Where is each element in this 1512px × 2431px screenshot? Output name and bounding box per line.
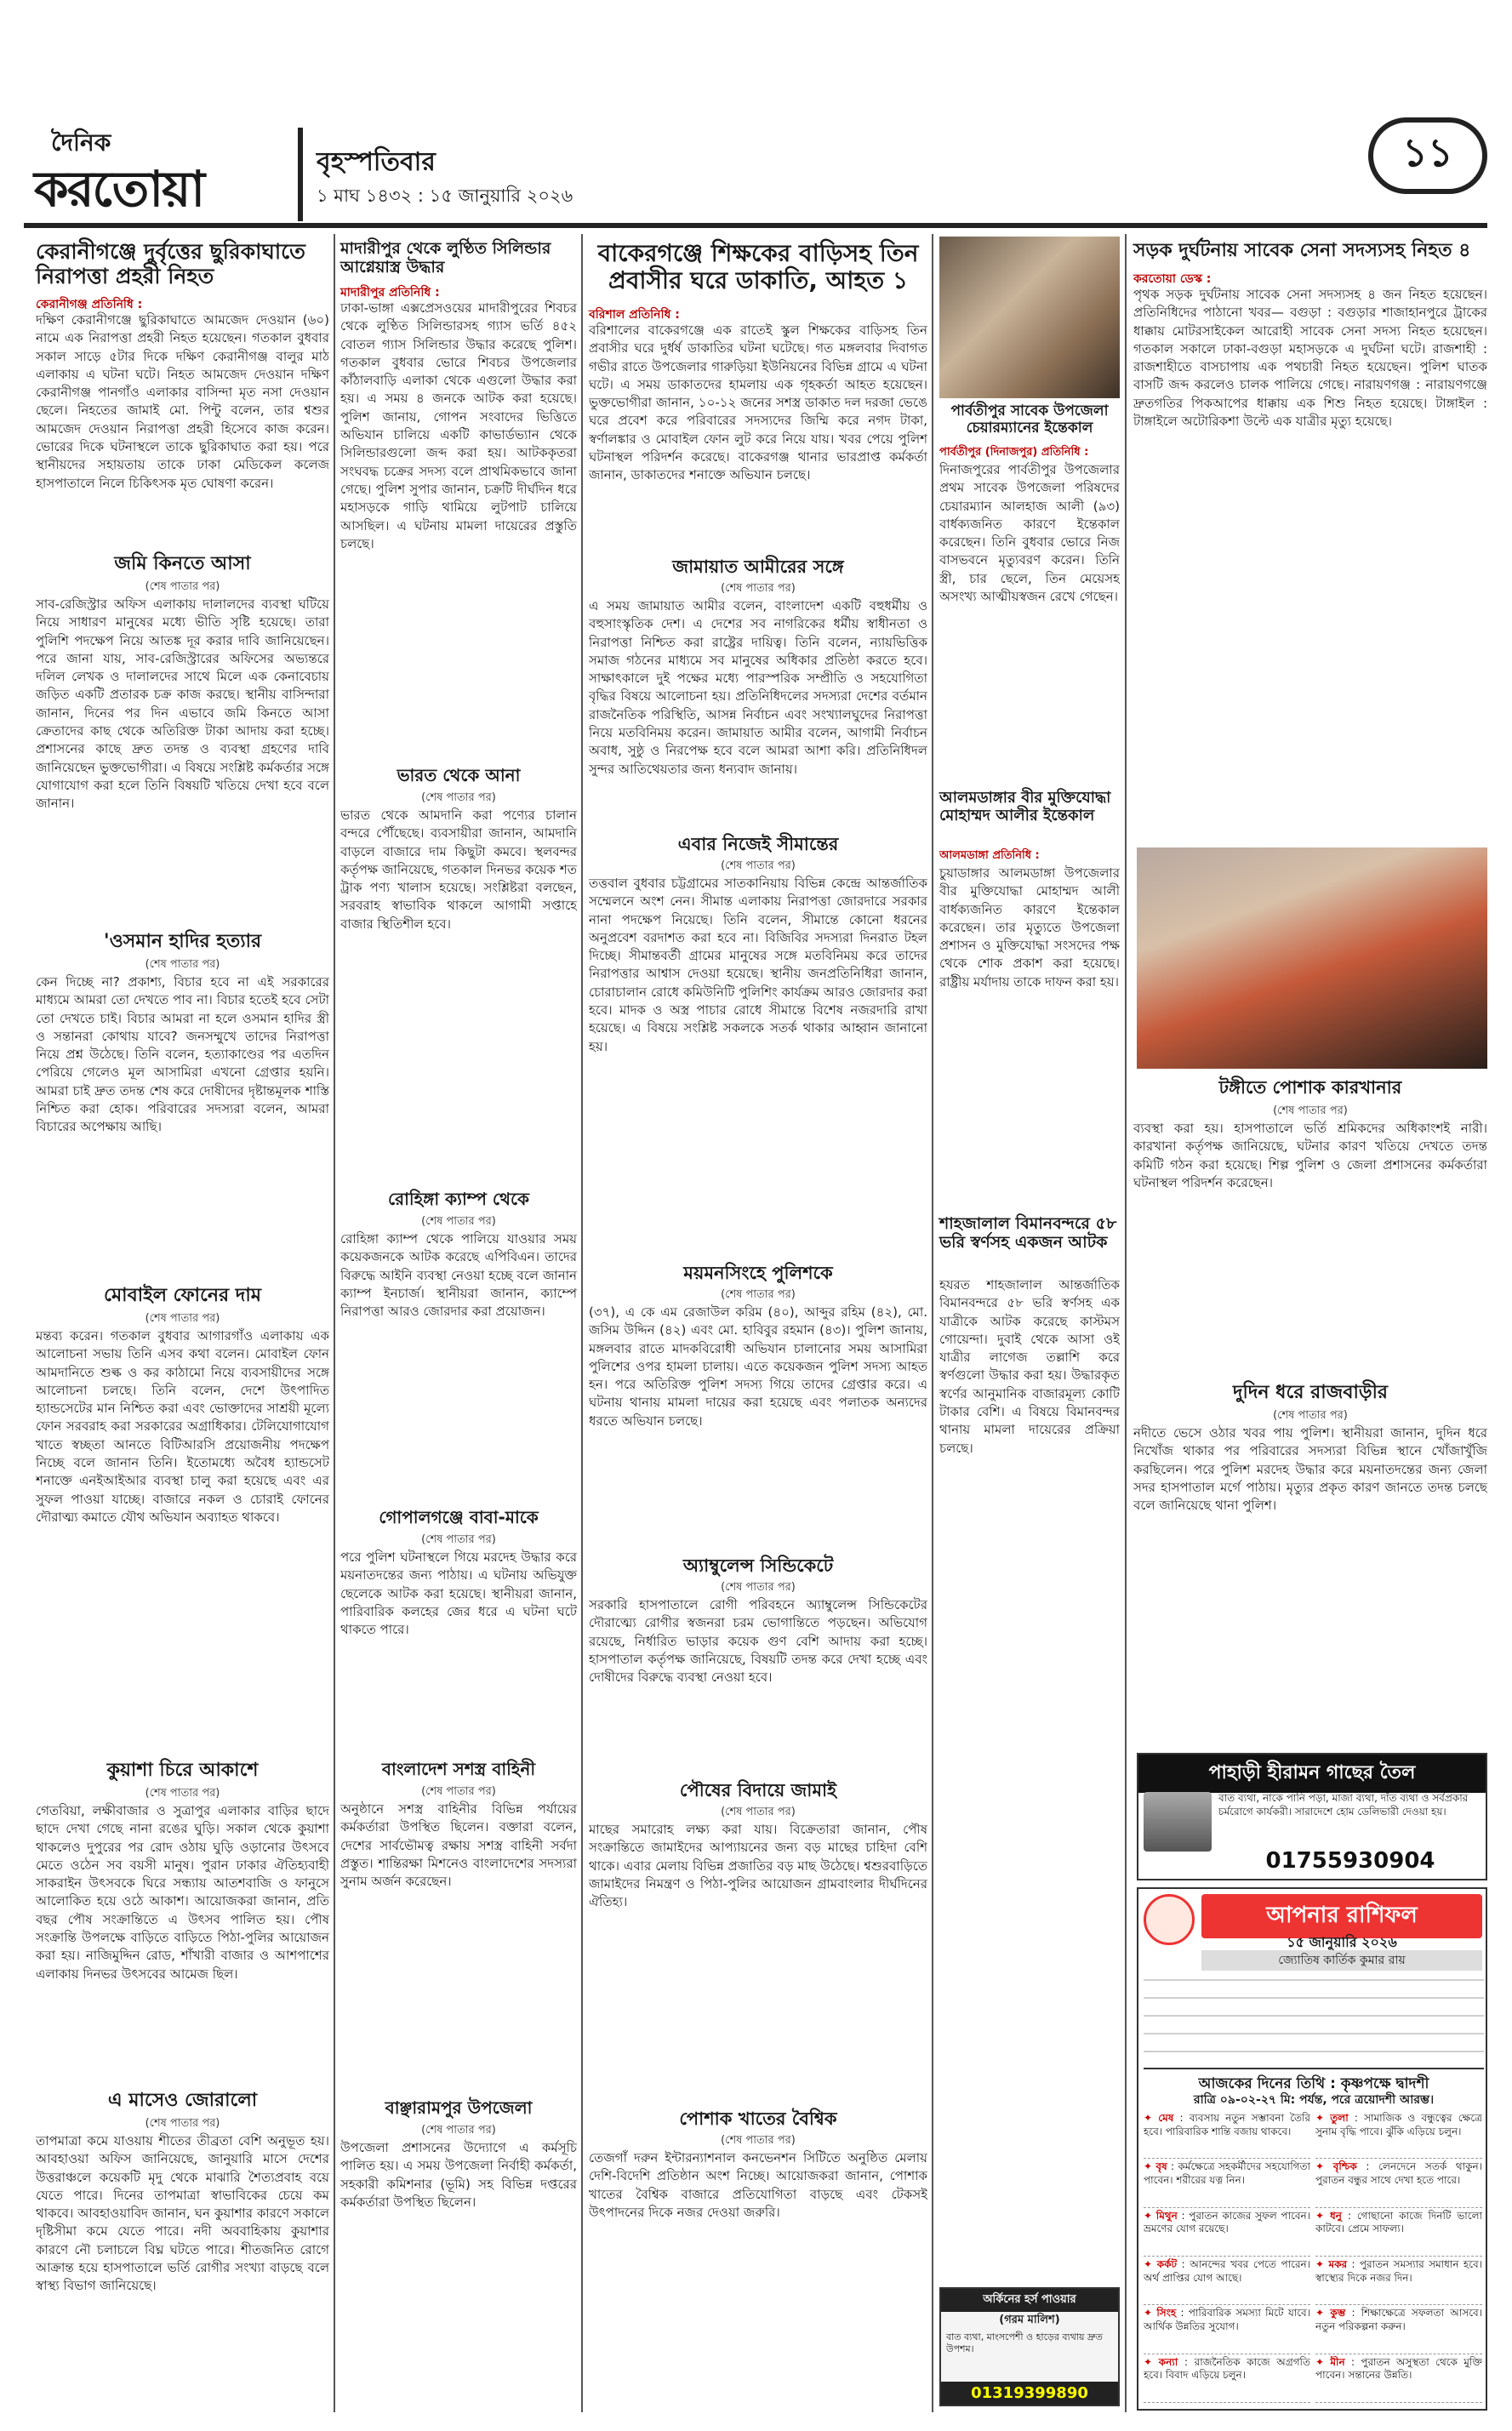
rashifal-sign-text: আনন্দের খবর পেতে পারেন। অর্থ প্রাপ্তির যোগ আছে। — [1144, 2258, 1310, 2284]
simante-body: তত্তবাল বুধবার চট্টগ্রামের সাতকানিয়ায় বিভিন্ন কেন্দ্রে আন্তর্জাতিক সম্মেলনে অংশ নেন। সীমান্ত এলাকায় নিরাপত্তা জোরদারে সরকার নানা পদক্ষেপ নিয়েছে। তিনি বলেন, সীমান্তে কোনো ধরনের অনুপ্রবেশ বরদাশত করা হবে না। বিজিবির সদস্যরা দিনরাত টহল দিচ্ছে। সীমান্তবর্তী গ্রামের মানুষের সঙ্গে মতবিনিময় করে তাদের নিরাপত্তার আশ্বাস দেওয়া হয়েছে। স্থানীয় জনপ্রতিনিধিরা জানান, চোরাচালান রোধে কমিউনিটি পুলিশিং কার্যক্রম আরও জোরদার করা হবে। মাদক ও অস্ত্র পাচার রোধে সীমান্তে বিশেষ নজরদারি রাখা হয়েছে। এ বিষয়ে সংশ্লিষ্ট সকলকে সতর্ক থাকার আহ্বান জানানো হয়। — [589, 876, 927, 1054]
page-number-badge: ১১ — [1368, 117, 1487, 194]
brand-small: দৈনিক — [51, 128, 111, 157]
ambulance-body: সরকারি হাসপাতালে রোগী পরিবহনে অ্যাম্বুলেন্স সিন্ডিকেটের দৌরাত্ম্যে রোগীর স্বজনরা চরম ভোগান্তিতে পড়ছেন। অভিযোগ রয়েছে, নির্ধারিত ভাড়ার কয়েক গুণ বেশি আদায় করা হচ্ছে। হাসপাতাল কর্তৃপক্ষ জানিয়েছে, বিষয়টি তদন্ত করে দেখা হচ্ছে এবং দোষীদের বিরুদ্ধে ব্যবস্থা নেওয়া হবে। — [589, 1597, 927, 1686]
rashifal-sign-text: পুরাতন সমস্যার সমাধান হবে। স্বাস্থ্যের দিকে নজর দিন। — [1315, 2258, 1482, 2284]
mymensingh-continued: (শেষ পাতার পর) — [721, 1288, 796, 1301]
poush-continued: (শেষ পাতার পর) — [721, 1806, 796, 1818]
pahari-ad-title: পাহাড়ী হীরামন গাছের তৈল — [1138, 1755, 1486, 1793]
rashifal-author: জ্যোতিষ কার্তিক কুমার রায় — [1201, 1950, 1482, 1971]
rashifal-sign-item — [1144, 2258, 1310, 2305]
mobile-body: মন্তব্য করেন। গতকাল বুধবার আগারগাঁও এলাকায় এক আলোচনা সভায় তিনি এসব কথা বলেন। মোবাইল ফোন আমদানিতে শুল্ক ও কর কাঠামো নিয়ে ব্যবসায়ীদের সঙ্গে আলোচনা চলছে। তিনি বলেন, দেশে উৎপাদিত হ্যান্ডসেটের মান নিশ্চিত করা এবং ভোক্তাদের সাশ্রয়ী মূল্যে ফোন সরবরাহ করা সরকারের অগ্রাধিকার। টেলিযোগাযোগ খাতে স্বচ্ছতা আনতে বিটিআরসি প্রয়োজনীয় পদক্ষেপ নিচ্ছে বলে জানান তিনি। ইতোমধ্যে অবৈধ হ্যান্ডসেট শনাক্তে এনইআইআর ব্যবস্থা চালু করা হয়েছে এবং এর সুফল পাওয়া যাচ্ছে। বাজারে নকল ও চোরাই ফোনের দৌরাত্ম্য কমাতে যৌথ অভিযান অব্যাহত থাকবে। — [36, 1328, 329, 1525]
rashifal-sign-separator: : — [1344, 2355, 1361, 2368]
poush-body: মাছের সমারোহ লক্ষ্য করা যায়। বিক্রেতারা জানান, পৌষ সংক্রান্তিতে জামাইদের আপ্যায়নের জন্য বড় মাছের চাহিদা বেশি থাকে। এবার মেলায় বিভিন্ন প্রজাতির বড় মাছ উঠেছে। শ্বশুরবাড়িতে জামাইদের নিমন্ত্রণ ও পিঠা-পুলির আয়োজন গ্রামবাংলার দীর্ঘদিনের ঐতিহ্য। — [589, 1822, 927, 1910]
zodiac-sign-icon: ✦ — [1315, 2209, 1330, 2222]
rashifal-sign-item — [1144, 2307, 1310, 2354]
bahini-headline: বাংলাদেশ সশস্ত্র বাহিনী — [381, 1759, 536, 1779]
jomi-headline: জমি কিনতে আসা — [114, 553, 251, 574]
rashifal-sign-item — [1315, 2307, 1482, 2354]
zodiac-sign-icon: ✦ — [1144, 2209, 1156, 2222]
road-accident-byline: করতোয়া ডেস্ক : — [1133, 272, 1212, 286]
rashifal-box — [1137, 1887, 1487, 2411]
rashifal-sign-separator: : — [1177, 2209, 1190, 2222]
rashifal-sign-item — [1144, 2160, 1310, 2207]
tithi-title: আজকের দিনের তিথি : কৃষ্ণপক্ষে দ্বাদশী — [1144, 2068, 1484, 2097]
rashifal-sign-text: পারিবারিক সমস্যা মিটে যাবে। আর্থিক উন্নতির সুযোগ। — [1144, 2307, 1310, 2332]
column-rule — [932, 234, 933, 2412]
tongi-continued: (শেষ পাতার পর) — [1273, 1104, 1348, 1117]
ambulance-continued: (শেষ পাতার পর) — [721, 1581, 796, 1594]
dudhi-continued: (শেষ পাতার পর) — [1273, 1409, 1348, 1422]
kuasha-body: গেতবিয়া, লক্ষীবাজার ও সুত্রাপুর এলাকার বাড়ির ছাদে ছাদে দেখা গেছে নানা রঙের ঘুড়ি। সকাল থেকে কুয়াশা থাকলেও দুপুরের পর রোদ ওঠায় ঘুড়ি ওড়ানোর উৎসবে মেতে ওঠেন সব বয়সী মানুষ। পুরান ঢাকার ঐতিহ্যবাহী সাকরাইন উৎসবকে ঘিরে সন্ধ্যায় আতশবাজি ও ফানুসে আলোকিত হয়ে ওঠে আকাশ। আয়োজকরা জানান, প্রতি বছর পৌষ সংক্রান্তিতে এ উৎসব পালিত হয়। পৌষ সংক্রান্তি উপলক্ষে বাড়িতে বাড়িতে পিঠা-পুলির আয়োজন করা হয়। নাজিমুদ্দিন রোড, শাঁখারী বাজার ও আশপাশের এলাকায় দিনভর উৎসবের আমেজ ছিল। — [36, 1803, 329, 1982]
rashifal-sign-text: লেনদেনে সতর্ক থাকুন। পুরাতন বন্ধুর সাথে দেখা হতে পারে। — [1315, 2160, 1482, 2186]
poush-headline: পৌষের বিদায়ে জামাই — [679, 1780, 837, 1800]
rashifal-sign-separator: : — [1178, 2355, 1195, 2368]
rashifal-sign-name: কুম্ভ — [1330, 2307, 1346, 2320]
rashifal-sign-item — [1144, 2112, 1310, 2159]
zodiac-sign-icon: ✦ — [1144, 2160, 1156, 2173]
rashifal-sign-separator: : — [1341, 2209, 1357, 2222]
gopalganj-body: পরে পুলিশ ঘটনাস্থলে গিয়ে মরদেহ উদ্ধার করে ময়নাতদন্তের জন্য পাঠায়। এ ঘটনায় অভিযুক্ত ছেলেকে আটক করা হয়েছে। স্থানীয়রা জানান, পারিবারিক কলহের জের ধরে এ ঘটনা ঘটে থাকতে পারে। — [340, 1549, 577, 1638]
kamrul-body: দিনাজপুরের পার্বতীপুর উপজেলার প্রথম সাবেক উপজেলা পরিষদের চেয়ারম্যান আলহাজ আলী (৯৩) বার্ধক্যজনিত কারণে ইন্তেকাল করেছেন। তিনি বুধবার ভোরে নিজ বাসভবনে মৃত্যুবরণ করেন। তিনি স্ত্রী, চার ছেলে, তিন মেয়েসহ অসংখ্য আত্মীয়স্বজন রেখে গেছেন। — [939, 462, 1120, 605]
alamdanga-byline: আলমডাঙ্গা প্রতিনিধি : — [939, 849, 1040, 862]
tongi-caption: টঙ্গীতে পোশাক কারখানার — [1218, 1077, 1402, 1098]
rashifal-sign-separator: : — [1173, 2112, 1190, 2124]
rashifal-sign-item — [1315, 2258, 1482, 2305]
bahini-body: অনুষ্ঠানে সশস্ত্র বাহিনীর বিভিন্ন পর্যায়ের কর্মকর্তারা উপস্থিত ছিলেন। বক্তারা বলেন, দেশের সার্বভৌমত্ব রক্ষায় সশস্ত্র বাহিনী সর্বদা প্রস্তুত। শান্তিরক্ষা মিশনেও বাংলাদেশের সদস্যরা সুনাম অর্জন করেছেন। — [340, 1801, 577, 1890]
madaripur-body: ঢাকা-ভাঙ্গা এক্সপ্রেসওয়ের মাদারীপুরের শিবচর থেকে লুণ্ঠিত সিলিন্ডারসহ গ্যাস ভর্তি ৪৫২ বোতল গ্যাস সিলিন্ডার উদ্ধার করেছে পুলিশ। গতকাল বুধবার ভোরে শিবচর উপজেলার কাঁঠালবাড়ি এলাকা থেকে এগুলো উদ্ধার করা হয়। এ সময় ৪ জনকে আটক করা হয়েছে। পুলিশ জানায়, গোপন সংবাদের ভিত্তিতে অভিযান চালিয়ে একটি কাভার্ডভ্যান থেকে সিলিন্ডারগুলো জব্দ করা হয়। আটককৃতরা সংঘবদ্ধ চক্রের সদস্য বলে প্রাথমিকভাবে জানা গেছে। পুলিশ সুপার জানান, চক্রটি দীর্ঘদিন ধরে মহাসড়কে গাড়ি থামিয়ে লুটপাট চালিয়ে আসছিল। এ ঘটনায় মামলা দায়েরের প্রস্তুতি চলছে। — [340, 300, 577, 551]
jamayat-continued: (শেষ পাতার পর) — [721, 582, 796, 595]
kuasha-continued: (শেষ পাতার পর) — [145, 1787, 220, 1800]
rashifal-sign-separator: : — [1347, 2258, 1360, 2270]
rashifal-sign-text: পুরাতন কাজের সুফল পাবেন। ভ্রমণের যোগ রয়েছে। — [1144, 2209, 1310, 2235]
rashifal-sign-separator: : — [1167, 2160, 1178, 2173]
madaripur-byline: মাদারীপুর প্রতিনিধি : — [340, 286, 440, 300]
rashifal-sign-name: মকর — [1328, 2258, 1348, 2270]
rashifal-sign-text: শিক্ষাক্ষেত্রে সফলতা আসবে। নতুন পরিকল্পনা করুন। — [1315, 2307, 1482, 2332]
zodiac-sign-icon: ✦ — [1315, 2160, 1333, 2173]
rashifal-sign-name: বৃষ — [1155, 2160, 1167, 2173]
bancharampur-body: উপজেলা প্রশাসনের উদ্যোগে এ কর্মসূচি পালিত হয়। এ সময় উপজেলা নির্বাহী কর্মকর্তা, সহকারী কমিশনার (ভূমি) সহ বিভিন্ন দপ্তরের কর্মকর্তারা উপস্থিত ছিলেন। — [340, 2140, 577, 2210]
rashifal-sign-separator: : — [1176, 2307, 1189, 2320]
obituary-photo — [939, 237, 1120, 398]
jorala-body: তাপমাত্রা কমে যাওয়ায় শীতের তীব্রতা বেশি অনুভূত হয়। আবহাওয়া অফিস জানিয়েছে, জানুয়ারি মাসে দেশের উত্তরাঞ্চলে কয়েকটি মৃদু থেকে মাঝারি শৈত্যপ্রবাহ বয়ে যেতে পারে। দিনের তাপমাত্রা স্বাভাবিকের চেয়ে কম থাকবে। আবহাওয়াবিদ জানান, ঘন কুয়াশার কারণে সকালে দৃষ্টিসীমা কমে যেতে পারে। নদী অববাহিকায় কুয়াশার কারণে নৌ চলাচলে বিঘ্ন ঘটতে পারে। শীতজনিত রোগে আক্রান্ত হয়ে হাসপাতালে ভর্তি রোগীর সংখ্যা বাড়ছে বলে স্বাস্থ্য বিভাগ জানিয়েছে। — [36, 2133, 329, 2294]
bharat-continued: (শেষ পাতার পর) — [421, 791, 496, 804]
tongi-body: ব্যবস্থা করা হয়। হাসপাতালে ভর্তি শ্রমিকদের অধিকাংশই নারী। কারখানা কর্তৃপক্ষ জানিয়েছে, ঘটনার কারণ খতিয়ে দেখতে তদন্ত কমিটি গঠন করা হয়েছে। শিল্প পুলিশ ও জেলা প্রশাসনের কর্মকর্তারা ঘটনাস্থল পরিদর্শন করেছেন। — [1133, 1121, 1487, 1190]
dudhi-headline: দুদিন ধরে রাজবাড়ীর — [1232, 1382, 1389, 1403]
zodiac-sign-icon: ✦ — [1315, 2307, 1331, 2320]
bakerganj-headline: বাকেরগঞ্জে শিক্ষকের বাড়িসহ তিন প্রবাসীর ঘরে ডাকাতি, আহত ১ — [597, 239, 919, 295]
rashifal-sign-separator: : — [1348, 2112, 1365, 2124]
mobile-continued: (শেষ পাতার পর) — [145, 1312, 220, 1325]
rashifal-sign-item — [1315, 2112, 1482, 2159]
jomi-body: সাব-রেজিস্ট্রার অফিস এলাকায় দালালদের ব্যবস্থা ঘটিয়ে নিয়ে সাধারণ মানুষের মধ্যে ভীতি সৃষ্টি হয়েছে। তারা পুলিশি পদক্ষেপ নিয়ে আতঙ্ক দূর করার দাবি জানিয়েছেন। পরে জানা যায়, সাব-রেজিস্ট্রারের অফিসের অভ্যন্তরে দলিল লেখক ও দালালদের সাথে মিলে এক কেনাবেচায় জড়িত একটি প্রতারক চক্র কাজ করছে। স্থানীয় বাসিন্দারা জানান, দিনের পর দিন এভাবে জমি কিনতে আসা ক্রেতাদের কাছ থেকে অতিরিক্ত টাকা আদায় করা হচ্ছে। প্রশাসনের কাছে দ্রুত তদন্ত ও ব্যবস্থা গ্রহণের দাবি জানিয়েছেন ভুক্তভোগীরা। এ বিষয়ে সংশ্লিষ্ট কর্মকর্তার সঙ্গে যোগাযোগ করা হলে তিনি বিষয়টি খতিয়ে দেখা হবে বলে জানান। — [36, 596, 329, 812]
poshak-khat-body: তেজগাঁ দরুন ইন্টারন্যাশনাল কনভেনশন সিটিতে অনুষ্ঠিত মেলায় দেশি-বিদেশি প্রতিষ্ঠান অংশ নিচ্ছে। আয়োজকরা জানান, পোশাক খাতের বৈশ্বিক বাজারে প্রতিযোগিতা বাড়ছে এবং টেকসই উৎপাদনের দিকে নজর দেওয়া জরুরি। — [589, 2150, 927, 2220]
rashifal-sign-item — [1315, 2356, 1482, 2403]
zodiac-sign-icon: ✦ — [1315, 2258, 1329, 2270]
zodiac-wheel-icon — [1144, 1894, 1195, 1945]
bakerganj-byline: বরিশাল প্রতিনিধি : — [589, 308, 680, 322]
rashifal-sign-name: মেষ — [1158, 2112, 1174, 2124]
rashifal-sign-name: কন্যা — [1158, 2355, 1178, 2368]
arkin-ad[interactable] — [939, 2287, 1120, 2406]
kamrul-byline: পার্বতীপুর (দিনাজপুর) প্রতিনিধি : — [939, 446, 1089, 459]
bharat-body: ভারত থেকে আমদানি করা পণ্যের চালান বন্দরে পৌঁছেছে। ব্যবসায়ীরা জানান, আমদানি বাড়লে বাজারে দাম কিছুটা কমবে। স্থলবন্দর কর্তৃপক্ষ জানিয়েছে, গতকাল দিনভর কয়েক শত ট্রাক পণ্য খালাস হয়েছে। সংশ্লিষ্টরা বলছেন, সরবরাহ স্বাভাবিক থাকলে আগামী সপ্তাহে বাজার স্থিতিশীল হবে। — [340, 807, 577, 932]
factory-photo — [1137, 847, 1487, 1069]
madaripur-headline: মাদারীপুর থেকে লুণ্ঠিত সিলিন্ডার আগ্নেয়াস্ত্র উদ্ধার — [340, 239, 551, 277]
arkin-ad-phone: 01319399890 — [941, 2382, 1118, 2405]
rashifal-graha-table — [1144, 1974, 1484, 2063]
kuasha-headline: কুয়াশা চিরে আকাশে — [106, 1760, 259, 1781]
column-rule — [581, 234, 583, 2412]
tithi-sub: রাত্রি ০৯-০২-২৭ মি: পর্যন্ত, পরে ত্রয়োদশী আরম্ভ। — [1193, 2093, 1435, 2107]
poshak-khat-continued: (শেষ পাতার পর) — [721, 2134, 796, 2147]
column-rule — [1125, 234, 1127, 2412]
rohingya-headline: রোহিঙ্গা ক্যাম্প থেকে — [388, 1189, 529, 1209]
bahini-continued: (শেষ পাতার পর) — [421, 1785, 496, 1798]
rashifal-date: ১৫ জানুয়ারি ২০২৬ — [1287, 1934, 1397, 1950]
bancharampur-headline: বাঞ্ছারামপুর উপজেলা — [385, 2097, 533, 2118]
rashifal-sign-text: রাজনৈতিক কাজে অগ্রগতি হবে। বিবাদ এড়িয়ে চলুন। — [1144, 2355, 1310, 2382]
rashifal-sign-item — [1315, 2160, 1482, 2207]
rashifal-sign-separator: : — [1177, 2258, 1190, 2270]
zodiac-sign-icon: ✦ — [1144, 2112, 1159, 2124]
simante-continued: (শেষ পাতার পর) — [721, 859, 796, 872]
keraniganj-body: দক্ষিণ কেরানীগঞ্জে ছুরিকাঘাতে আমজেদ দেওয়ান (৬০) নামে এক নিরাপত্তা প্রহরী নিহত হয়েছেন। গতকাল বুধবার সকাল সাড়ে ৫টার দিকে দক্ষিণ কেরানীগঞ্জ বালুর মাঠ এলাকায় এ ঘটনা ঘটে। নিহত আমজেদ দেওয়ান দক্ষিণ কেরানীগঞ্জ পানগাঁও এলাকার বাসিন্দা মৃত নসা দেওয়ান ছেলে। নিহতের জামাই মো. পিন্টু বলেন, তার শ্বশুর আমজেদ দেওয়ান নিরাপত্তা প্রহরী হিসেবে কাজ করেন। ভোরের দিকে ঘটনাস্থলে তাকে ছুরিকাঘাত করা হয়। পরে স্থানীয়দের সহায়তায় তাকে ঢাকা মেডিকেল কলেজ হাসপাতালে নিলে চিকিৎসক মৃত ঘোষণা করেন। — [36, 312, 329, 491]
zodiac-sign-icon: ✦ — [1144, 2258, 1157, 2270]
rashifal-sign-item — [1144, 2210, 1310, 2257]
jamayat-body: এ সময় জামায়াত আমীর বলেন, বাংলাদেশ একটি বহুধর্মীয় ও বহুসাংস্কৃতিক দেশ। এ দেশের সব নাগরিকের ধর্মীয় স্বাধীনতা ও নিরাপত্তা নিশ্চিত করা রাষ্ট্রের দায়িত্ব। তিনি বলেন, ন্যায়ভিত্তিক সমাজ গঠনের মাধ্যমে সব মানুষের অধিকার প্রতিষ্ঠা করতে হবে। সাক্ষাৎকালে দুই পক্ষের মধ্যে পারস্পরিক সম্প্রীতি ও সহযোগিতা বৃদ্ধির বিষয়ে আলোচনা হয়। প্রতিনিধিদলের সদস্যরা দেশের বর্তমান রাজনৈতিক পরিস্থিতি, আসন্ন নির্বাচন এবং সংখ্যালঘুদের নিরাপত্তা নিয়ে মতবিনিময় করেন। জামায়াত আমীর বলেন, আগামী নির্বাচন অবাধ, সুষ্ঠু ও নিরপেক্ষ হবে বলে আমরা আশা করি। প্রতিনিধিদল সুন্দর আতিথেয়তার জন্য ধন্যবাদ জানায়। — [589, 598, 927, 777]
rashifal-sign-text: কর্মক্ষেত্রে সহকর্মীদের সহযোগিতা পাবেন। শরীরের যত্ন নিন। — [1144, 2160, 1310, 2186]
mobile-headline: মোবাইল ফোনের দাম — [104, 1285, 261, 1306]
rashifal-title: আপনার রাশিফল — [1201, 1894, 1482, 1938]
ambulance-headline: অ্যাম্বুলেন্স সিন্ডিকেটে — [682, 1555, 834, 1576]
gopalganj-continued: (শেষ পাতার পর) — [421, 1533, 496, 1546]
zodiac-sign-icon: ✦ — [1144, 2307, 1157, 2320]
rashifal-sign-text: ব্যবসায় নতুন সম্ভাবনা তৈরি হবে। পারিবারিক শান্তি বজায় থাকবে। — [1144, 2112, 1310, 2137]
shahjalal-body: হযরত শাহজালাল আন্তর্জাতিক বিমানবন্দরে ৫৮ ভরি স্বর্ণসহ এক যাত্রীকে আটক করেছে কাস্টমস গোয়েন্দা। দুবাই থেকে আসা ওই যাত্রীর লাগেজ তল্লাশি করে স্বর্ণগুলো উদ্ধার করা হয়। উদ্ধারকৃত স্বর্ণের আনুমানিক বাজারমূল্য কোটি টাকার বেশি। এ বিষয়ে বিমানবন্দর থানায় মামলা দায়েরের প্রক্রিয়া চলছে। — [939, 1277, 1120, 1456]
weekday: বৃহস্পতিবার — [317, 147, 436, 177]
header-rule — [24, 223, 1487, 228]
dateline: ১ মাঘ ১৪৩২ : ১৫ জানুয়ারি ২০২৬ — [317, 185, 573, 206]
rashifal-sign-name: বৃশ্চিক — [1332, 2160, 1357, 2173]
brand-logo: করতোয়া — [34, 160, 204, 218]
jamayat-headline: জামায়াত আমীরের সঙ্গে — [672, 556, 844, 577]
rohingya-body: রোহিঙ্গা ক্যাম্প থেকে পালিয়ে যাওয়ার সময় কয়েকজনকে আটক করেছে এপিবিএন। তাদের বিরুদ্ধে আইনি ব্যবস্থা নেওয়া হচ্ছে বলে জানান ক্যাম্প ইনচার্জ। স্থানীয়রা জানান, ক্যাম্পে নিরাপত্তা আরও জোরদার করা প্রয়োজন। — [340, 1231, 577, 1320]
poshak-khat-headline: পোশাক খাতের বৈশ্বিক — [679, 2109, 837, 2129]
column-rule — [334, 234, 335, 2412]
osman-headline: 'ওসমান হাদির হত্যার — [103, 931, 262, 952]
arkin-ad-title: অর্কিনের হর্স পাওয়ার — [941, 2289, 1118, 2312]
bharat-headline: ভারত থেকে আনা — [397, 765, 521, 785]
bancharampur-continued: (শেষ পাতার পর) — [421, 2124, 496, 2137]
road-accident-body: পৃথক সড়ক দুর্ঘটনায় সাবেক সেনা সদস্যসহ ৪ জন নিহত হয়েছেন। প্রতিনিধিদের পাঠানো খবর— বগুড়া : বগুড়ার শাজাহানপুরে ট্রাকের ধাক্কায় মোটরসাইকেল আরোহী সাবেক সেনা সদস্য নিহত হয়েছেন। গতকাল সকালে ঢাকা-বগুড়া মহাসড়কে এ দুর্ঘটনা ঘটে। রাজশাহী : রাজশাহীতে বাসচাপায় এক পথচারী নিহত হয়েছেন। পুলিশ ঘাতক বাসটি জব্দ করলেও চালক পালিয়ে গেছে। নারায়ণগঞ্জ : নারায়ণগঞ্জে দ্রুতগতির পিকআপের ধাক্কায় এক শিশু নিহত হয়েছে। টাঙ্গাইল : টাঙ্গাইলে অটোরিকশা উল্টে এক যাত্রীর মৃত্যু হয়েছে। — [1133, 287, 1487, 430]
keraniganj-byline: কেরানীগঞ্জ প্রতিনিধি : — [36, 298, 143, 311]
rashifal-sign-name: মিথুন — [1155, 2209, 1178, 2222]
dudhi-body: নদীতে ভেসে ওঠার খবর পায় পুলিশ। স্থানীয়রা জানান, দুদিন ধরে নিখোঁজ থাকার পর পরিবারের সদস্যরা বিভিন্ন স্থানে খোঁজাখুঁজি করছিলেন। পরে পুলিশ মরদেহ উদ্ধার করে ময়নাতদন্তের জন্য জেলা সদর হাসপাতাল মর্গে পাঠায়। মৃত্যুর প্রকৃত কারণ জানতে তদন্ত চলছে বলে জানিয়েছে থানা পুলিশ। — [1133, 1425, 1487, 1514]
kamrul-caption: পার্বতীপুর সাবেক উপজেলা চেয়ারম্যানের ইন্তেকাল — [950, 402, 1109, 437]
rashifal-sign-item — [1315, 2210, 1482, 2257]
rashifal-sign-text: গোছানো কাজে দিনটি ভালো কাটবে। প্রেমে সাফল্য। — [1315, 2209, 1482, 2235]
rashifal-sign-text: পুরাতন অসুস্থতা থেকে মুক্তি পাবেন। সন্তানের উন্নতি। — [1315, 2355, 1482, 2382]
pahari-ad-portrait — [1144, 1792, 1212, 1852]
rashifal-sign-item — [1144, 2356, 1310, 2403]
pahari-ad-phone: 01755930904 — [1265, 1848, 1435, 1874]
rashifal-sign-grid — [1144, 2112, 1484, 2405]
shahjalal-headline: শাহজালাল বিমানবন্দরে ৫৮ ভরি স্বর্ণসহ একজন আটক — [939, 1214, 1117, 1252]
alamdanga-body: চুয়াডাঙ্গার আলমডাঙ্গা উপজেলার বীর মুক্তিযোদ্ধা মোহাম্মদ আলী বার্ধক্যজনিত কারণে ইন্তেকাল করেছেন। তার মৃত্যুতে উপজেলা প্রশাসন ও মুক্তিযোদ্ধা সংসদের পক্ষ থেকে শোক প্রকাশ করা হয়েছে। রাষ্ট্রীয় মর্যাদায় তাকে দাফন করা হয়। — [939, 865, 1120, 990]
osman-continued: (শেষ পাতার পর) — [145, 958, 220, 971]
gopalganj-headline: গোপালগঞ্জে বাবা-মাকে — [379, 1507, 539, 1527]
jomi-continued: (শেষ পাতার পর) — [145, 580, 220, 593]
zodiac-sign-icon: ✦ — [1315, 2355, 1331, 2368]
rashifal-sign-name: মীন — [1330, 2355, 1345, 2368]
rashifal-sign-text: সামাজিক ও বন্ধুত্বের ক্ষেত্রে সুনাম বৃদ্ধি পাবে। ঝুঁকি এড়িয়ে চলুন। — [1315, 2112, 1482, 2137]
bakerganj-body: বরিশালের বাকেরগঞ্জে এক রাতেই স্কুল শিক্ষকের বাড়িসহ তিন প্রবাসীর ঘরে দুর্ধর্ষ ডাকাতির ঘটনা ঘটেছে। গত মঙ্গলবার দিবাগত গভীর রাতে উপজেলার গারুড়িয়া ইউনিয়নের বিভিন্ন গ্রামে এ ঘটনা ঘটে। এ সময় ডাকাতদের হামলায় এক গৃহকর্তা আহত হয়েছেন। ভুক্তভোগীরা জানান, ১০-১২ জনের সশস্ত্র ডাকাত দল দরজা ভেঙে ঘরে প্রবেশ করে পরিবারের সদস্যদের জিম্মি করে নগদ টাকা, স্বর্ণালঙ্কার ও মোবাইল ফোন লুট করে নিয়ে যায়। খবর পেয়ে পুলিশ ঘটনাস্থল পরিদর্শন করেছে। বাকেরগঞ্জ থানার ভারপ্রাপ্ত কর্মকর্তা জানান, ডাকাতদের শনাক্তে অভিযান চলছে। — [589, 322, 927, 483]
pahari-ad[interactable] — [1137, 1753, 1487, 1880]
zodiac-sign-icon: ✦ — [1315, 2112, 1331, 2124]
road-accident-headline: সড়ক দুর্ঘটনায় সাবেক সেনা সদস্যসহ নিহত ৪ — [1133, 240, 1471, 261]
mymensingh-headline: ময়মনসিংহে পুলিশকে — [683, 1263, 833, 1283]
osman-body: কেন দিচ্ছে না? প্রকাশ্য, বিচার হবে না এই সরকারের মাধ্যমে আমরা তো দেখতে পাব না। বিচার হতেই হবে সেটা তো দেখতে চাই। বিচার আমরা না হলে ওসমান হাদির স্ত্রী ও সন্তানরা কোথায় যাবে? জনসম্মুখে তাদের নিরাপত্তা নিয়ে প্রশ্ন উঠেছে। তিনি বলেন, হত্যাকাণ্ডের পর এতদিন পেরিয়ে গেলেও মূল আসামিরা এখনো গ্রেপ্তার হয়নি। আমরা চাই দ্রুত তদন্ত শেষ করে দোষীদের দৃষ্টান্তমূলক শাস্তি নিশ্চিত করা হোক। পরিবারের সদস্যরা বলেন, আমরা বিচারের অপেক্ষায় আছি। — [36, 974, 329, 1135]
zodiac-sign-icon: ✦ — [1144, 2355, 1159, 2368]
simante-headline: এবার নিজেই সীমান্তের — [677, 834, 839, 854]
rashifal-sign-name: সিংহ — [1156, 2307, 1177, 2320]
jorala-continued: (শেষ পাতার পর) — [145, 2117, 220, 2130]
rashifal-sign-separator: : — [1356, 2160, 1379, 2173]
rohingya-continued: (শেষ পাতার পর) — [421, 1215, 496, 1228]
rashifal-sign-name: তুলা — [1330, 2112, 1349, 2124]
pahari-ad-text: বাত ব্যথা, নাকে পানি পড়া, মাজা ব্যথা, দাঁত ব্যথা ও সর্বপ্রকার চর্মরোগে কার্যকরী। সারাদেশে হোম ডেলিভারী দেওয়া হয়। — [1218, 1792, 1469, 1818]
jorala-headline: এ মাসেও জোরালো — [107, 2090, 258, 2111]
rashifal-sign-name: কর্কট — [1156, 2258, 1178, 2270]
rashifal-sign-separator: : — [1345, 2307, 1361, 2320]
arkin-ad-subtitle: (গরম মালিশ) — [999, 2314, 1060, 2326]
alamdanga-headline: আলমডাঙ্গার বীর মুক্তিযোদ্ধা মোহাম্মদ আলীর ইন্তেকাল — [939, 789, 1111, 825]
masthead-divider — [298, 128, 303, 221]
keraniganj-headline: কেরানীগঞ্জে দুর্বৃত্তের ছুরিকাঘাতে নিরাপত্তা প্রহরী নিহত — [36, 239, 305, 288]
rashifal-sign-name: ধনু — [1330, 2209, 1342, 2222]
mymensingh-body: (৩৭), এ কে এম রেজাউল করিম (৪০), আব্দুর রহিম (৪২), মো. জসিম উদ্দিন (৪২) এবং মো. হাবিবুর রহমান (৪৩)। পুলিশ জানায়, মঙ্গলবার রাতে মাদকবিরোধী অভিযান চালানোর সময় আসামিরা পুলিশের ওপর হামলা চালায়। এতে কয়েকজন পুলিশ সদস্য আহত হন। পরে অতিরিক্ত পুলিশ সদস্য গিয়ে তাদের গ্রেপ্তার করে। এ ঘটনায় থানায় মামলা দায়ের করা হয়েছে এবং পলাতক অন্যদের ধরতে অভিযান চলছে। — [589, 1304, 927, 1429]
arkin-ad-text: বাত ব্যথা, মাংসপেশী ও হাড়ের ব্যথায় দ্রুত উপশম। — [946, 2331, 1103, 2355]
